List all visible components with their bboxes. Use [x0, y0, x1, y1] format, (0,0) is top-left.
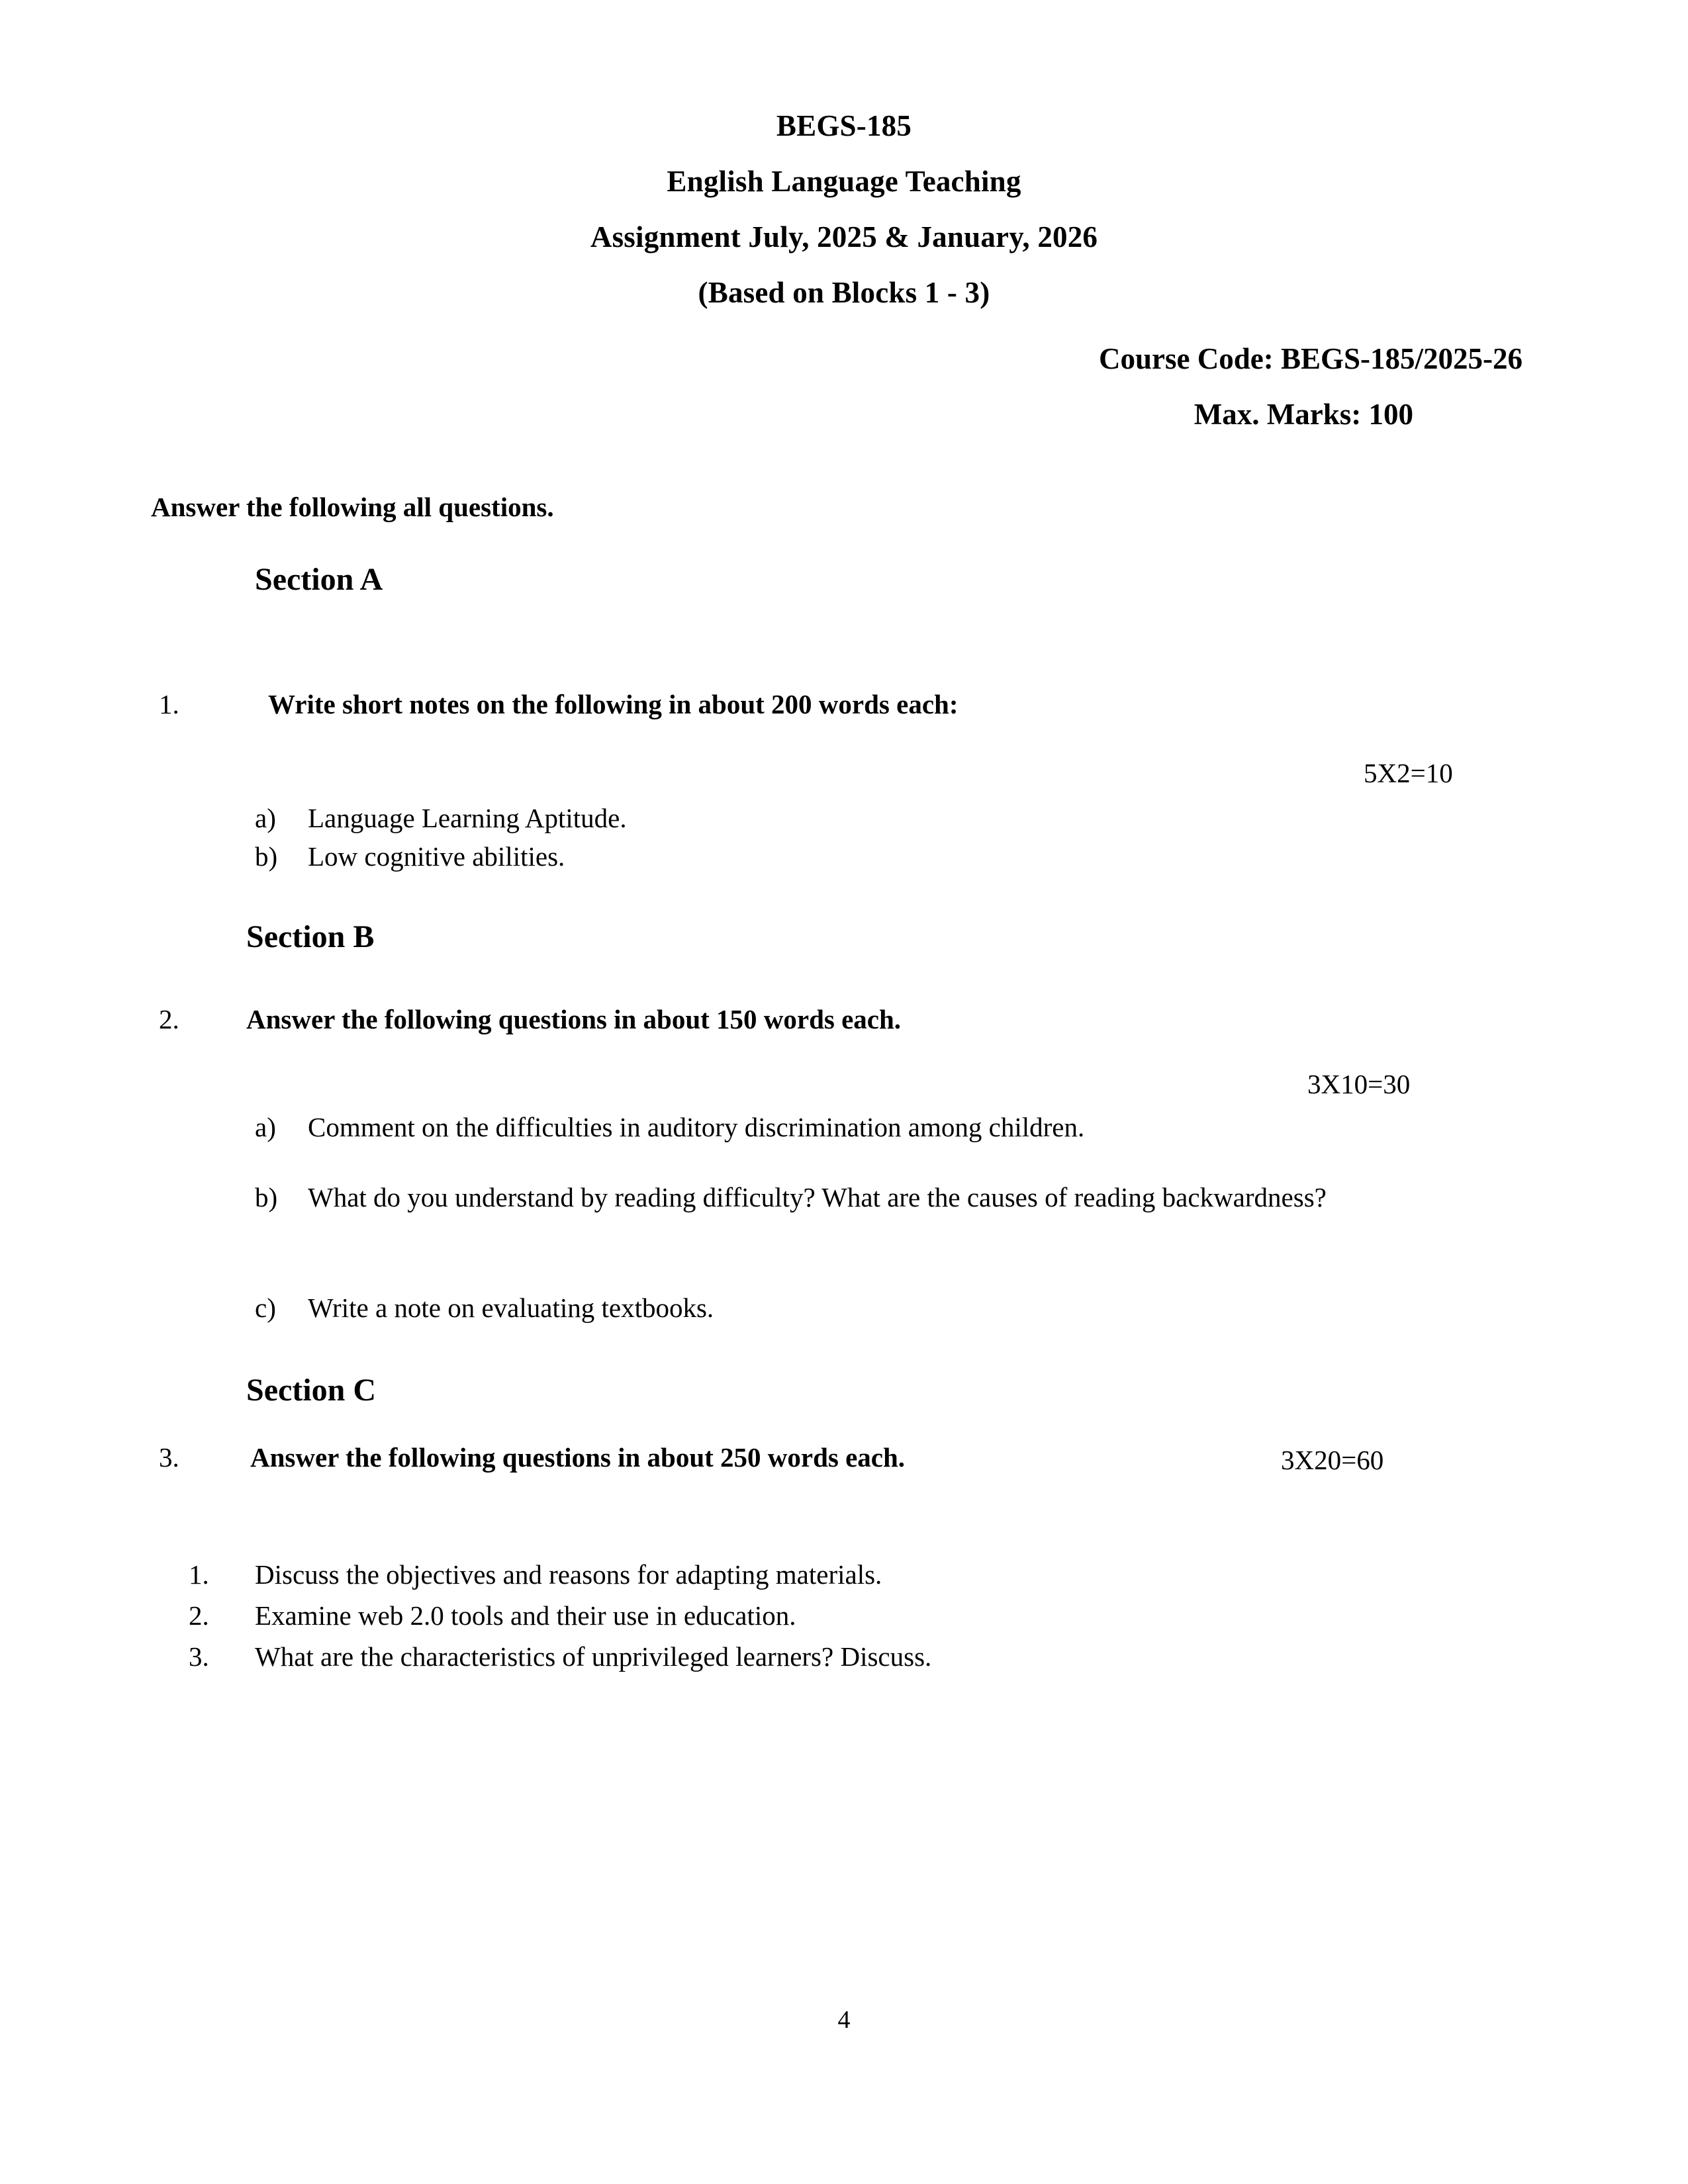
course-title: English Language Teaching [667, 165, 1021, 198]
assignment-period: Assignment July, 2025 & January, 2026 [590, 220, 1098, 253]
course-code-title: BEGS-185 [776, 109, 912, 142]
section-c-heading: Section C [246, 1373, 376, 1408]
max-marks-label: Max. Marks: 100 [1194, 398, 1413, 431]
question-3-text: Answer the following questions in about 250 words each. [250, 1442, 906, 1473]
question-3-marks: 3X20=60 [1281, 1445, 1384, 1475]
item-text: Low cognitive abilities. [308, 841, 565, 872]
item-text: Write a note on evaluating textbooks. [308, 1293, 714, 1323]
document-header [0, 98, 1688, 320]
item-text: Comment on the difficulties in auditory discrimination among children. [308, 1112, 1085, 1142]
item-text: What do you understand by reading difficulty? What are the causes of reading backwardness? [308, 1182, 1327, 1212]
item-text: Examine web 2.0 tools and their use in education. [255, 1600, 796, 1631]
item-text: Discuss the objectives and reasons for adapting materials. [255, 1559, 882, 1590]
item-text: Language Learning Aptitude. [308, 803, 627, 833]
question-3-number: 3. [159, 1442, 179, 1473]
item-text: What are the characteristics of unprivileged learners? Discuss. [255, 1641, 932, 1672]
section-a-heading: Section A [255, 562, 383, 597]
answer-instruction: Answer the following all questions. [151, 492, 554, 522]
question-2-marks: 3X10=30 [1307, 1069, 1411, 1099]
item-label: 3. [189, 1641, 209, 1672]
question-2-text: Answer the following questions in about 150 words each. [246, 1004, 902, 1034]
question-1-marks: 5X2=10 [1364, 758, 1453, 788]
item-label: a) [255, 803, 276, 833]
item-label: b) [255, 841, 278, 872]
item-label: 1. [189, 1559, 209, 1590]
item-label: a) [255, 1112, 276, 1142]
item-label: 2. [189, 1600, 209, 1631]
question-2-number: 2. [159, 1004, 179, 1034]
question-1-text: Write short notes on the following in about 200 words each: [268, 689, 959, 719]
item-label: c) [255, 1293, 276, 1323]
course-code-label: Course Code: BEGS-185/2025-26 [1099, 342, 1523, 375]
blocks-note: (Based on Blocks 1 - 3) [698, 276, 990, 309]
item-label: b) [255, 1182, 278, 1212]
question-1-number: 1. [159, 689, 179, 719]
section-b-heading: Section B [246, 919, 375, 954]
page-number: 4 [837, 2006, 851, 2034]
